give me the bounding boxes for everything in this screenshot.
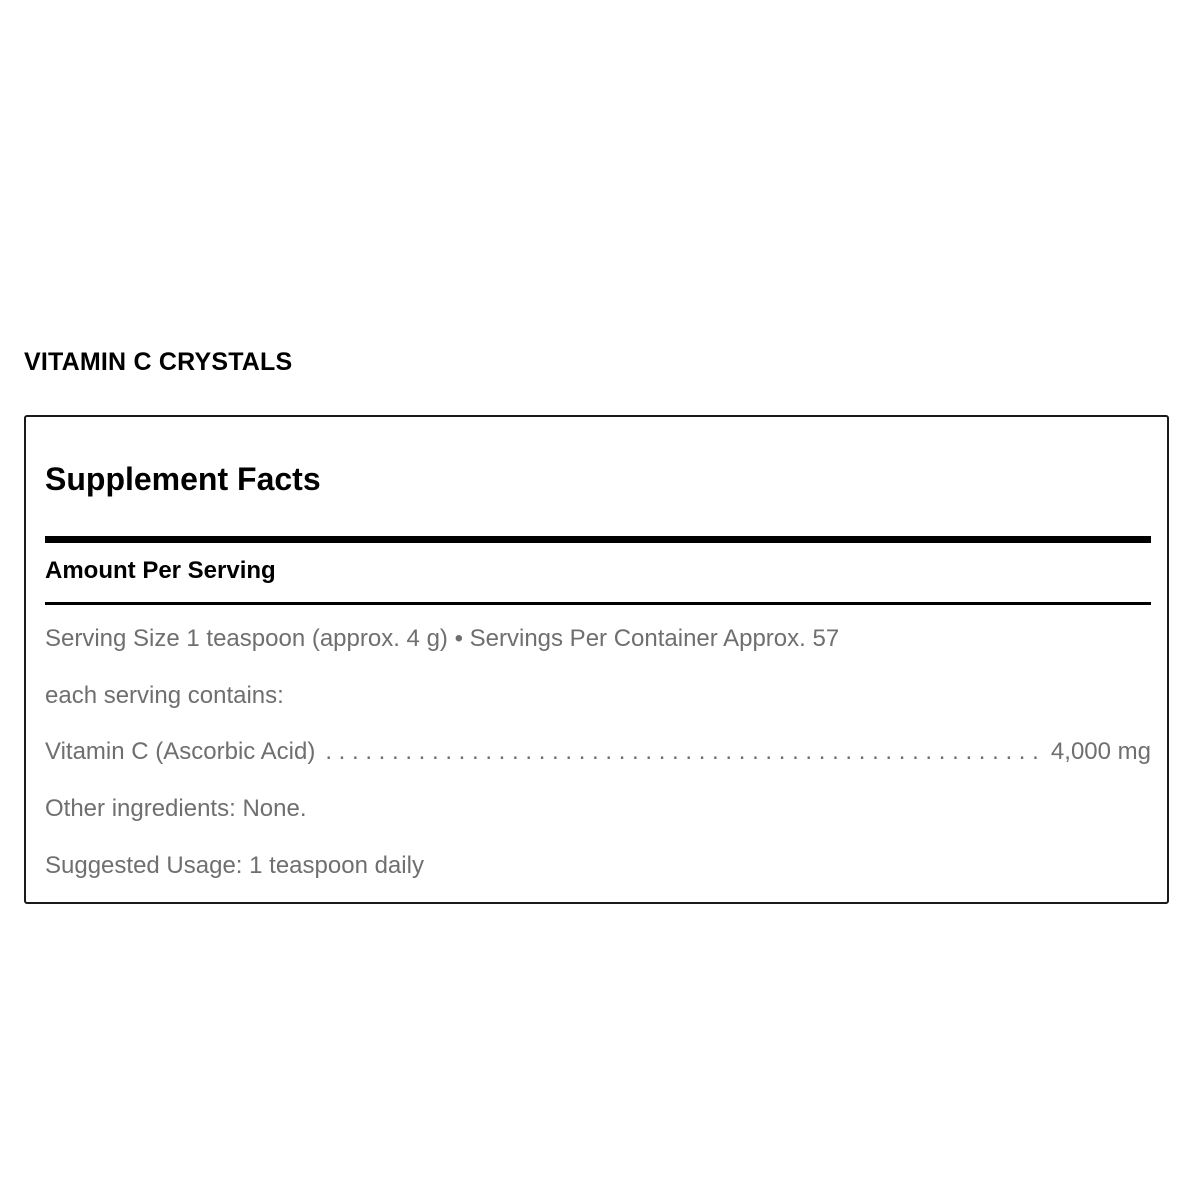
dot-leader	[325, 738, 1045, 766]
product-title: VITAMIN C CRYSTALS	[24, 348, 293, 376]
nutrient-amount: 4,000 mg	[1050, 738, 1151, 765]
thin-divider	[45, 602, 1151, 605]
amount-per-serving-label: Amount Per Serving	[45, 557, 276, 584]
suggested-usage-line: Suggested Usage: 1 teaspoon daily	[45, 852, 424, 879]
supplement-facts-panel	[24, 415, 1169, 904]
other-ingredients-line: Other ingredients: None.	[45, 795, 307, 822]
supplement-facts-heading: Supplement Facts	[45, 461, 321, 497]
thick-divider	[45, 536, 1151, 543]
each-serving-contains-line: each serving contains:	[45, 682, 284, 709]
nutrient-row	[45, 738, 1151, 766]
nutrient-name: Vitamin C (Ascorbic Acid)	[45, 738, 316, 765]
serving-size-line: Serving Size 1 teaspoon (approx. 4 g) • Servings Per Container Approx. 57	[45, 625, 840, 652]
